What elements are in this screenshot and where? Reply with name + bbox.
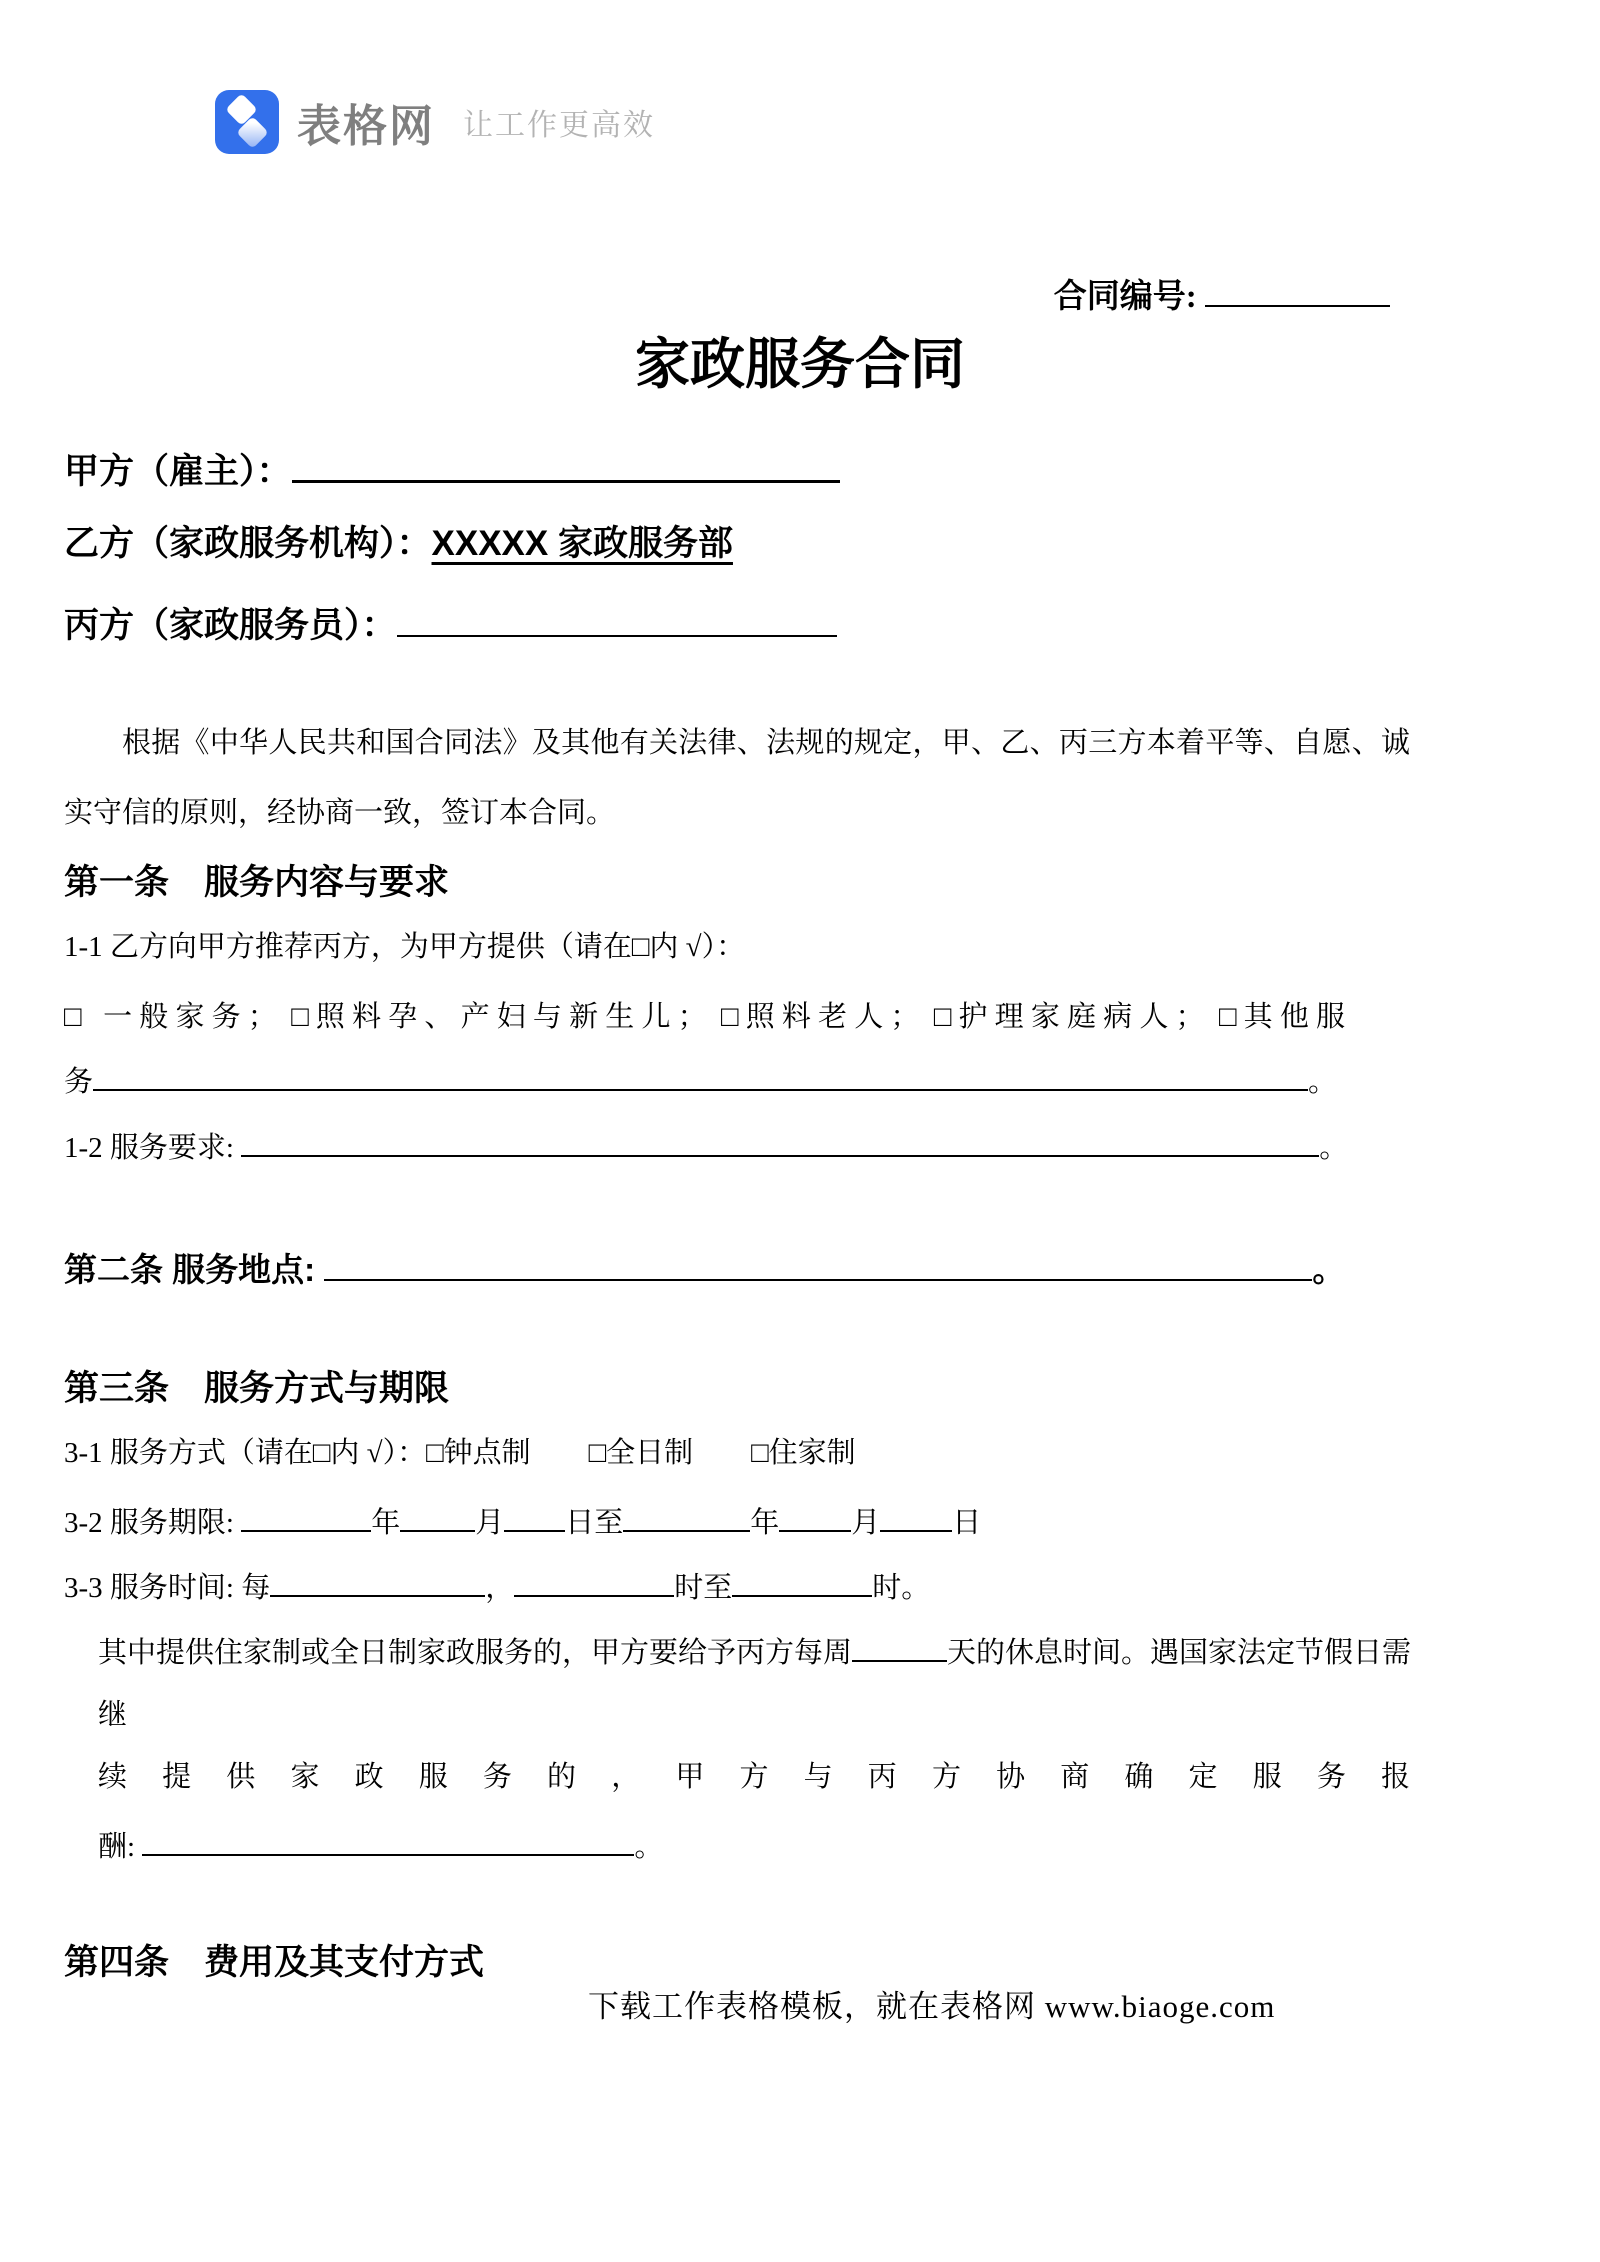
party-b-line: 乙方（家政服务机构）：XXXXX 家政服务部 <box>64 524 733 563</box>
preamble-line-1: 根据《中华人民共和国合同法》及其他有关法律、法规的规定，甲、乙、丙三方本着平等、自愿、诚 <box>122 727 1410 759</box>
section-3-heading: 第三条 服务方式与期限 <box>64 1369 450 1408</box>
brand-header <box>215 90 655 154</box>
justified-continuation-line: 续 提 供 家 政 服 务 的 ， 甲 方 与 丙 方 协 商 确 定 服 务 报 <box>98 1761 1410 1793</box>
brand-name: 表格网 <box>297 102 435 151</box>
brand-tagline: 让工作更高效 <box>463 109 655 142</box>
section-1-heading: 第一条 服务内容与要求 <box>64 863 450 902</box>
service-options-line: □ 一般家务； □照料孕、产妇与新生儿； □照料老人； □护理家庭病人； □其他服 <box>64 1001 1345 1033</box>
clause-1-2: 1-2 服务要求: 。 <box>64 1126 1348 1166</box>
clause-3-1: 3-1 服务方式（请在□内 √）：□钟点制 □全日制 □住家制 <box>64 1437 856 1469</box>
section-2-heading: 第二条 服务地点: 。 <box>64 1246 1345 1290</box>
service-options-carry-line: 务 。 <box>64 1060 1337 1100</box>
clause-3-3: 3-3 服务时间: 每 ， 时至 时。 <box>64 1566 930 1606</box>
section-4-heading: 第四条 费用及其支付方式 <box>64 1943 485 1982</box>
footer-watermark: 下载工作表格模板，就在表格网 www.biaoge.com <box>588 1989 1276 2024</box>
document-title: 家政服务合同 <box>634 334 965 395</box>
party-c-line: 丙方（家政服务员）： <box>64 600 837 647</box>
clause-1-1: 1-1 乙方向甲方推荐丙方，为甲方提供（请在□内 √）： <box>64 931 746 963</box>
biaoge-logo-icon <box>215 90 279 154</box>
preamble-line-2: 实守信的原则，经协商一致，签订本合同。 <box>64 797 616 829</box>
party-a-line: 甲方（雇主）： <box>64 445 840 493</box>
carry-char-line: 继 <box>98 1699 128 1731</box>
contract-number-line: 合同编号: <box>1054 272 1390 318</box>
rest-days-line: 其中提供住家制或全日制家政服务的，甲方要给予丙方每周 天的休息时间。遇国家法定节假日需 <box>98 1631 1411 1671</box>
clause-3-2: 3-2 服务期限: 年 月 日至 年 月 日 <box>64 1501 981 1541</box>
payment-blank-line: 酬: 。 <box>98 1825 663 1865</box>
